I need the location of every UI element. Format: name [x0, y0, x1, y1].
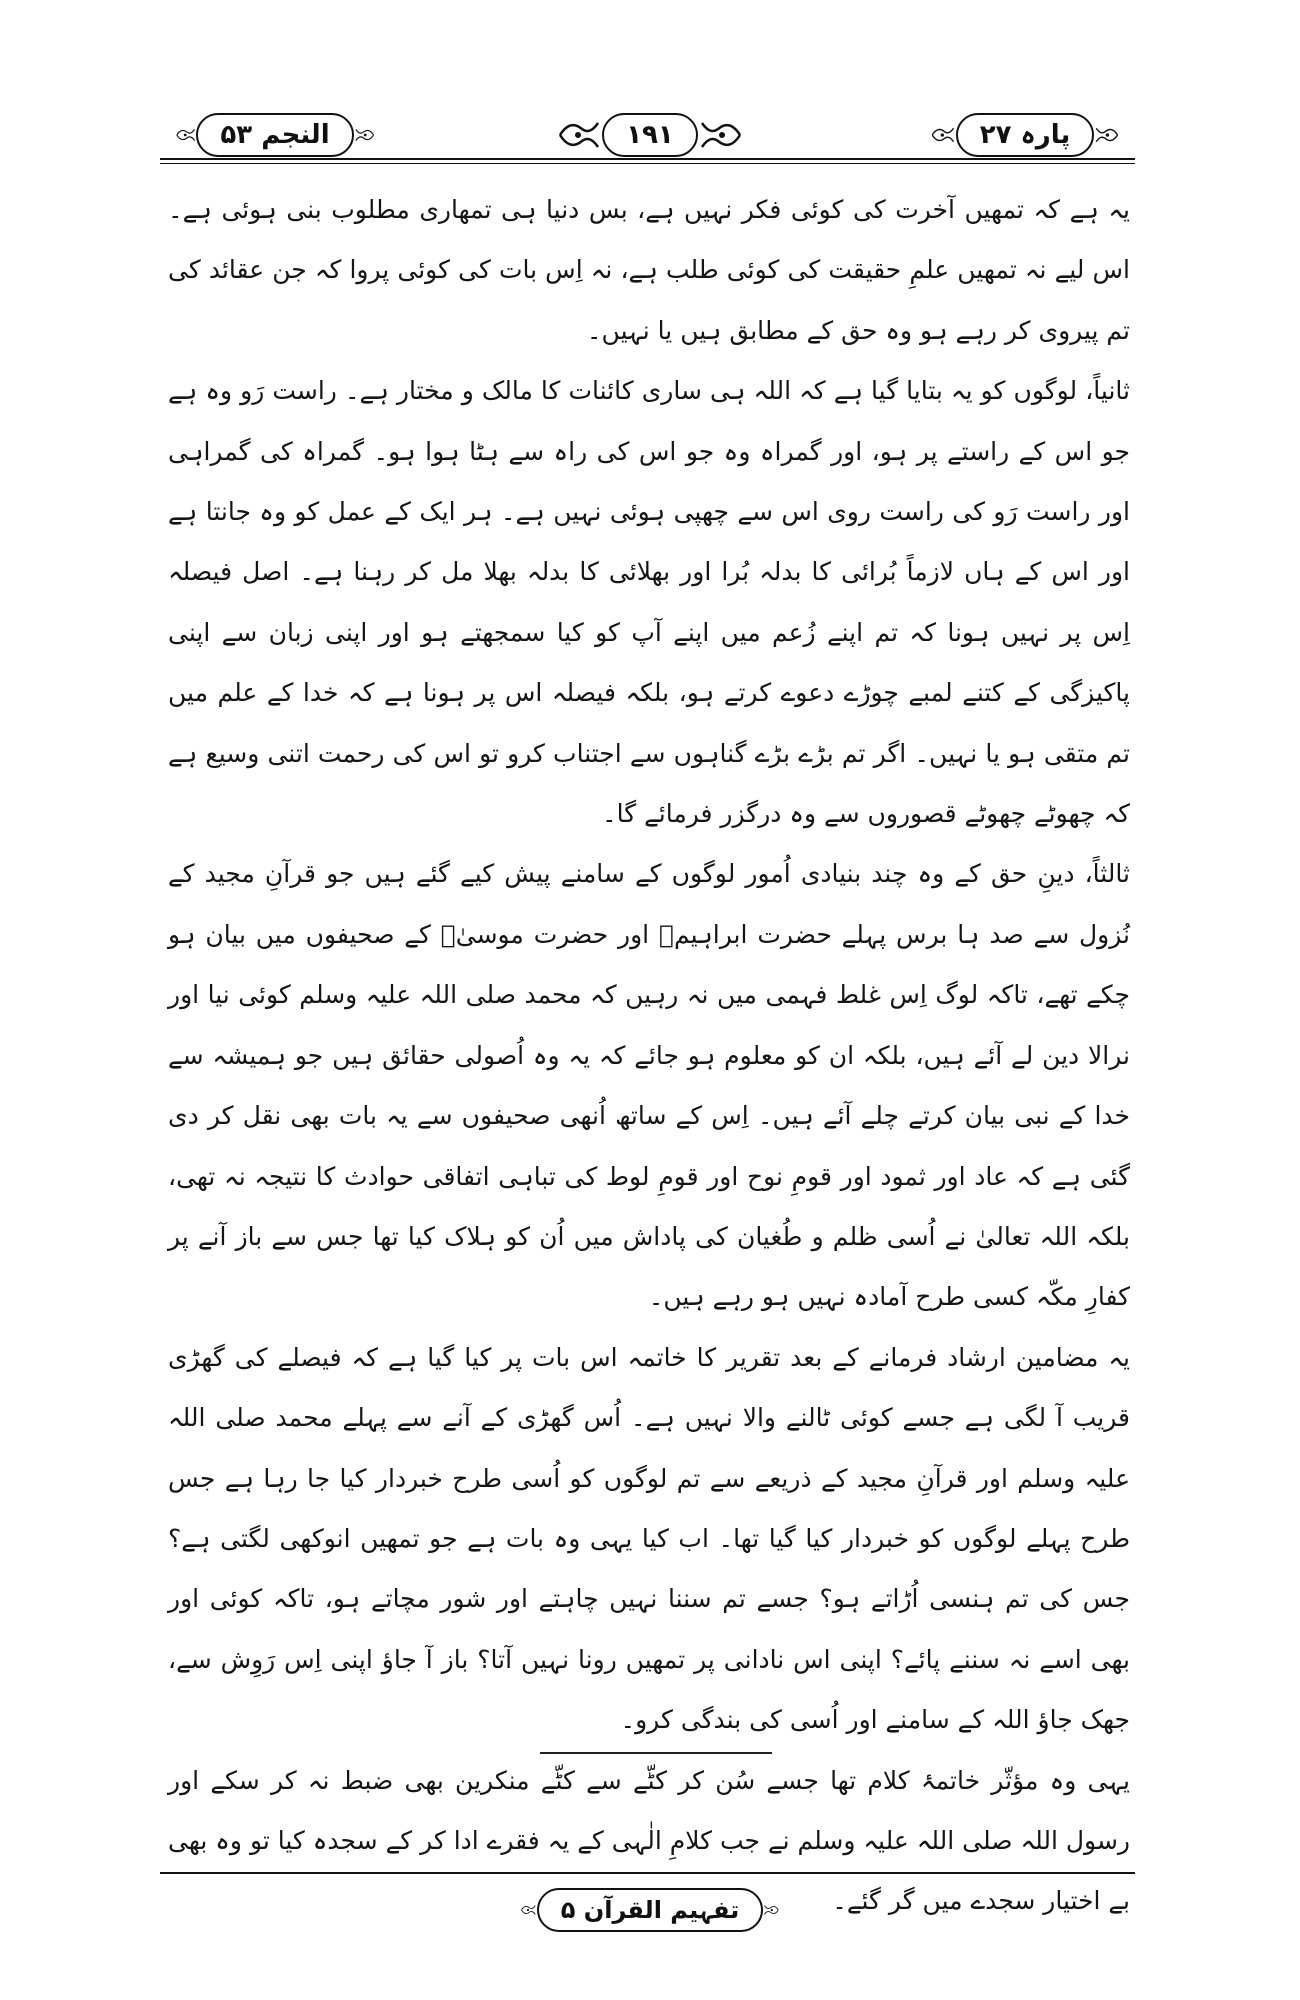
header-rule-thin: [160, 163, 1135, 164]
flourish-icon: [930, 115, 956, 155]
flourish-icon: [698, 115, 744, 155]
flourish-icon: [1094, 115, 1120, 155]
page-number: ۱۹۱: [602, 113, 698, 157]
paragraph-4: یہ مضامین ارشاد فرمانے کے بعد تقریر کا خاتمہ اس بات پر کیا گیا ہے کہ فیصلے کی گھڑی قریب آ لگی ہے جسے کوئی ٹالنے والا نہیں ہے۔ اُس گھڑی کے آنے سے پہلے محمد صلی اللہ علیہ وسلم اور قرآنِ مجید کے ذریعے سے تم لوگوں کو اُسی طرح خبردار کیا جا رہا ہے جس طرح پہلے لوگوں کو خبردار کیا گیا تھا۔ اب کیا یہی وہ بات ہے جو تمھیں انوکھی لگتی ہے؟ جس کی تم ہنسی اُڑاتے ہو؟ جسے تم سننا نہیں چاہتے اور شور مچاتے ہو، تاکہ کوئی اور بھی اسے نہ سننے پائے؟ اپنی اس نادانی پر تمھیں رونا نہیں آتا؟ باز آ جاؤ اپنی اِس رَوِش سے، جھک جاؤ اللہ کے سامنے اور اُسی کی بندگی کرو۔: [168, 1342, 1130, 1735]
section-end-rule: [540, 1752, 772, 1754]
para-label: پارہ ۲۷: [956, 113, 1095, 157]
paragraph-5: یہی وہ مؤثّر خاتمۂ کلام تھا جسے سُن کر کٹّے سے کٹّے منکرین بھی ضبط نہ کر سکے اور رسول اللہ صلی اللہ علیہ وسلم نے جب کلامِ الٰہی کے یہ فقرے ادا کر کے سجدہ کیا تو وہ بھی بے اختیار سجدے میں گر گئے۔: [168, 1765, 1130, 1916]
book-title: تفہیم القرآن ۵: [537, 1888, 763, 1932]
flourish-icon: [354, 115, 375, 155]
para-cartouche: [930, 112, 1120, 158]
flourish-icon: [175, 115, 196, 155]
page-number-cartouche: [540, 112, 760, 158]
flourish-icon: [763, 1891, 780, 1929]
footer-cartouche: [520, 1885, 780, 1935]
surah-label: النجم ۵۳: [196, 113, 353, 157]
header-rule: [160, 158, 1135, 160]
paragraph-1: یہ ہے کہ تمھیں آخرت کی کوئی فکر نہیں ہے، بس دنیا ہی تمھاری مطلوب بنی ہوئی ہے۔ اس لیے نہ تمھیں علمِ حقیقت کی کوئی طلب ہے، نہ اِس بات کی کوئی پروا کہ جن عقائد کی تم پیروی کر رہے ہو وہ حق کے مطابق ہیں یا نہیں۔: [168, 195, 1130, 345]
body-text: [168, 180, 1130, 1932]
footer-rule: [160, 1872, 1135, 1874]
surah-cartouche: [175, 112, 375, 158]
paragraph-3: ثالثاً، دینِ حق کے وہ چند بنیادی اُمور لوگوں کے سامنے پیش کیے گئے ہیں جو قرآنِ مجید کے نُزول سے صد ہا برس پہلے حضرت ابراہیمؑ اور حضرت موسیٰؑ کے صحیفوں میں بیان ہو چکے تھے، تاکہ لوگ اِس غلط فہمی میں نہ رہیں کہ محمد صلی اللہ علیہ وسلم کوئی نیا اور نرالا دین لے آئے ہیں، بلکہ ان کو معلوم ہو جائے کہ یہ وہ اُصولی حقائق ہیں جو ہمیشہ سے خدا کے نبی بیان کرتے چلے آئے ہیں۔ اِس کے ساتھ اُنھی صحیفوں سے یہ بات بھی نقل کر دی گئی ہے کہ عاد اور ثمود اور قومِ نوح اور قومِ لوط کی تباہی اتفاقی حوادث کا نتیجہ نہ تھی، بلکہ اللہ تعالیٰ نے اُسی ظلم و طُغیان کی پاداش میں اُن کو ہلاک کیا تھا جس سے باز آنے پر کفارِ مکّہ کسی طرح آمادہ نہیں ہو رہے ہیں۔: [168, 859, 1130, 1312]
flourish-icon: [520, 1891, 537, 1929]
flourish-icon: [556, 115, 602, 155]
paragraph-2: ثانیاً، لوگوں کو یہ بتایا گیا ہے کہ اللہ ہی ساری کائنات کا مالک و مختار ہے۔ راست رَو وہ ہے جو اس کے راستے پر ہو، اور گمراہ وہ جو اس کی راہ سے ہٹا ہوا ہو۔ گمراہ کی گمراہی اور راست رَو کی راست روی اس سے چھپی ہوئی نہیں ہے۔ ہر ایک کے عمل کو وہ جانتا ہے اور اس کے ہاں لازماً بُرائی کا بدلہ بُرا اور بھلائی کا بدلہ بھلا مل کر رہنا ہے۔ اصل فیصلہ اِس پر نہیں ہونا کہ تم اپنے زُعم میں اپنے آپ کو کیا سمجھتے ہو اور اپنی زبان سے اپنی پاکیزگی کے کتنے لمبے چوڑے دعوے کرتے ہو، بلکہ فیصلہ اس پر ہونا ہے کہ خدا کے علم میں تم متقی ہو یا نہیں۔ اگر تم بڑے بڑے گناہوں سے اجتناب کرو تو اس کی رحمت اتنی وسیع ہے کہ چھوٹے چھوٹے قصوروں سے وہ درگزر فرمائے گا۔: [168, 376, 1130, 829]
